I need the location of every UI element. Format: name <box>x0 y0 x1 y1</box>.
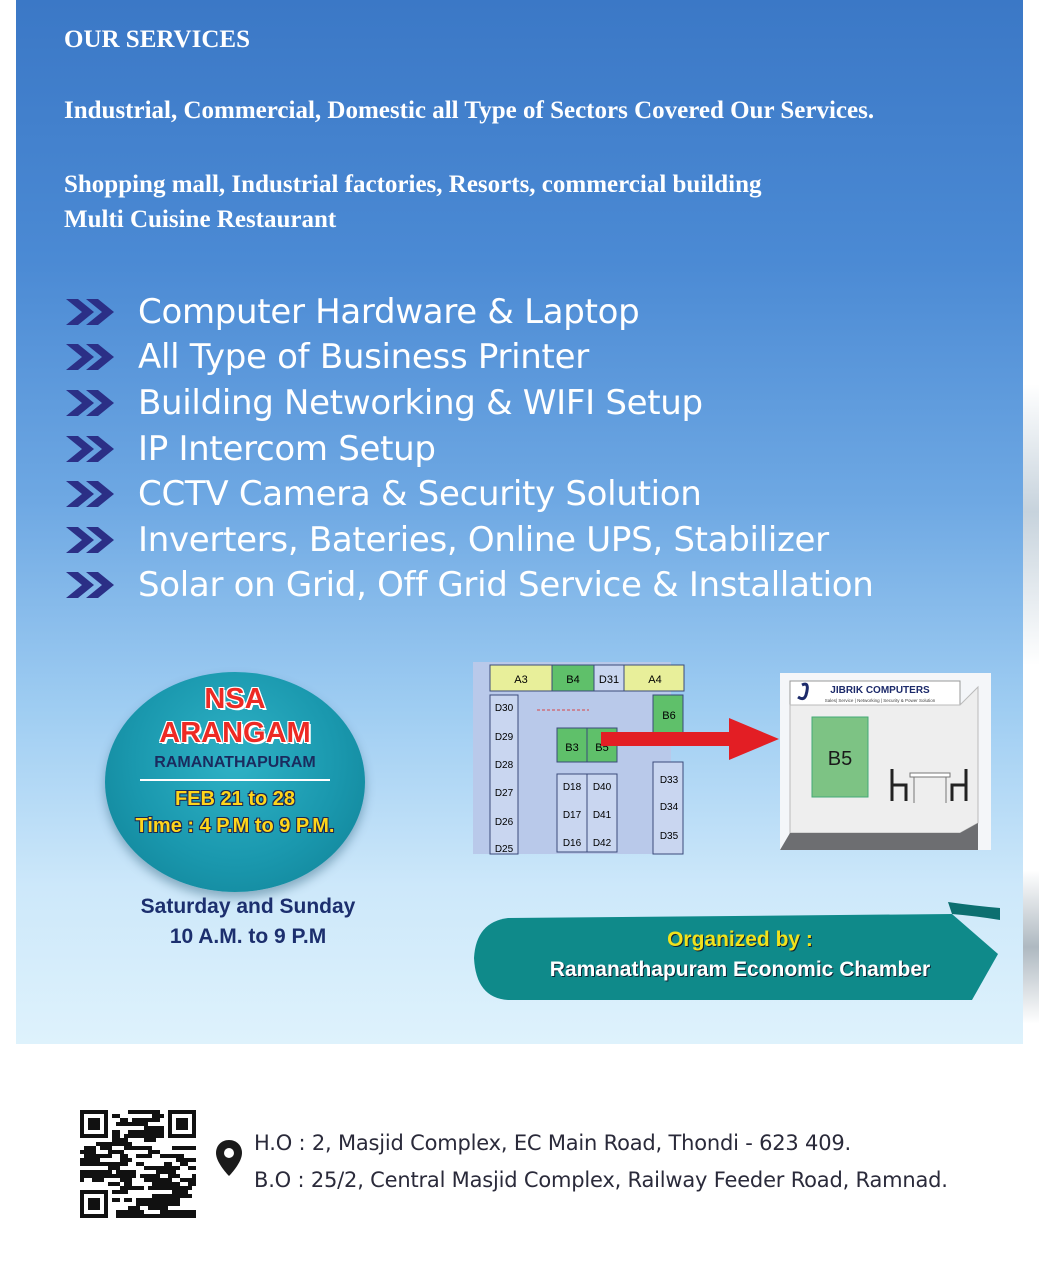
service-label: Solar on Grid, Off Grid Service & Installation <box>138 565 874 606</box>
organizer-banner <box>456 900 986 1010</box>
stall-label: D35 <box>659 831 679 842</box>
red-arrow-icon <box>601 714 781 764</box>
organizer-label: Organized by : <box>667 928 813 951</box>
event-schedule <box>105 786 365 840</box>
stall-label: D40 <box>592 782 612 793</box>
stall-label: A4 <box>648 674 662 686</box>
service-item <box>64 335 874 381</box>
services-heading: OUR SERVICES <box>64 26 250 53</box>
stall-label: D17 <box>562 810 582 821</box>
banner-shape <box>474 914 998 1000</box>
booth-company-name: JIBRIK COMPUTERS <box>830 685 930 696</box>
location-pin-icon <box>214 1139 244 1177</box>
stall-label: D30 <box>494 703 514 714</box>
event-time: Time : 4 P.M to 9 P.M. <box>135 815 335 837</box>
booth-render <box>780 673 991 850</box>
left-stall-column <box>490 695 518 854</box>
weekend-hours <box>88 892 408 952</box>
venues-line-1: Shopping mall, Industrial factories, Resorts, commercial building <box>64 171 762 198</box>
event-badge <box>105 672 365 892</box>
booth-stall-label: B5 <box>827 748 853 770</box>
service-label: Building Networking & WIFI Setup <box>138 382 703 423</box>
weekend-time: 10 A.M. to 9 P.M <box>169 925 327 948</box>
booth-tagline: Sales| Service | Networking | Security & Power Solution <box>824 698 936 703</box>
stall-label: D28 <box>494 760 514 771</box>
double-chevron-icon <box>64 477 122 511</box>
event-dates: FEB 21 to 28 <box>174 788 296 810</box>
stall-label: D41 <box>592 810 612 821</box>
double-chevron-icon <box>64 340 122 374</box>
stall-label: B5 <box>595 742 609 754</box>
qr-code <box>80 1110 196 1218</box>
head-office-address: H.O : 2, Masjid Complex, EC Main Road, Thondi - 623 409. <box>254 1131 851 1155</box>
stall-label: D31 <box>598 674 620 686</box>
service-item <box>64 563 874 609</box>
page-edge-shadow <box>1023 0 1039 1280</box>
service-label: Computer Hardware & Laptop <box>138 291 640 332</box>
services-list <box>64 289 874 608</box>
stall-label: D33 <box>659 775 679 786</box>
service-label: All Type of Business Printer <box>138 337 589 378</box>
service-item <box>64 517 874 563</box>
event-name-line-2: ARANGAM <box>159 717 311 749</box>
stall-label: D16 <box>562 838 582 849</box>
stall-label: B3 <box>565 742 579 754</box>
stall-label: D42 <box>592 838 612 849</box>
double-chevron-icon <box>64 432 122 466</box>
event-name-line-1: NSA <box>204 683 266 715</box>
weekend-days: Saturday and Sunday <box>140 895 356 918</box>
service-label: IP Intercom Setup <box>138 428 436 469</box>
double-chevron-icon <box>64 523 122 557</box>
service-label: CCTV Camera & Security Solution <box>138 474 702 515</box>
service-item <box>64 426 874 472</box>
stall-label: D18 <box>562 782 582 793</box>
stall-label: B4 <box>566 674 580 686</box>
service-item <box>64 289 874 335</box>
branch-office-address: B.O : 25/2, Central Masjid Complex, Railway Feeder Road, Ramnad. <box>254 1168 948 1192</box>
stall-label: D29 <box>494 732 514 743</box>
double-chevron-icon <box>64 568 122 602</box>
sectors-line: Industrial, Commercial, Domestic all Type of Sectors Covered Our Services. <box>64 97 875 124</box>
service-item <box>64 380 874 426</box>
service-label: Inverters, Bateries, Online UPS, Stabilizer <box>138 519 829 560</box>
badge-divider <box>140 779 330 781</box>
stall-label: D34 <box>659 802 679 813</box>
stall-label: D25 <box>494 844 514 855</box>
stall-label: D26 <box>494 817 514 828</box>
event-city: RAMANATHAPURAM <box>154 754 316 771</box>
event-name <box>105 682 365 750</box>
double-chevron-icon <box>64 295 122 329</box>
service-item <box>64 471 874 517</box>
double-chevron-icon <box>64 386 122 420</box>
organizer-name: Ramanathapuram Economic Chamber <box>549 958 931 981</box>
stall-label: D27 <box>494 788 514 799</box>
booth-table <box>910 773 950 777</box>
stall-label: B6 <box>662 710 676 722</box>
venues-text <box>64 167 762 237</box>
venues-line-2: Multi Cuisine Restaurant <box>64 206 337 233</box>
stall-label: A3 <box>514 674 528 686</box>
